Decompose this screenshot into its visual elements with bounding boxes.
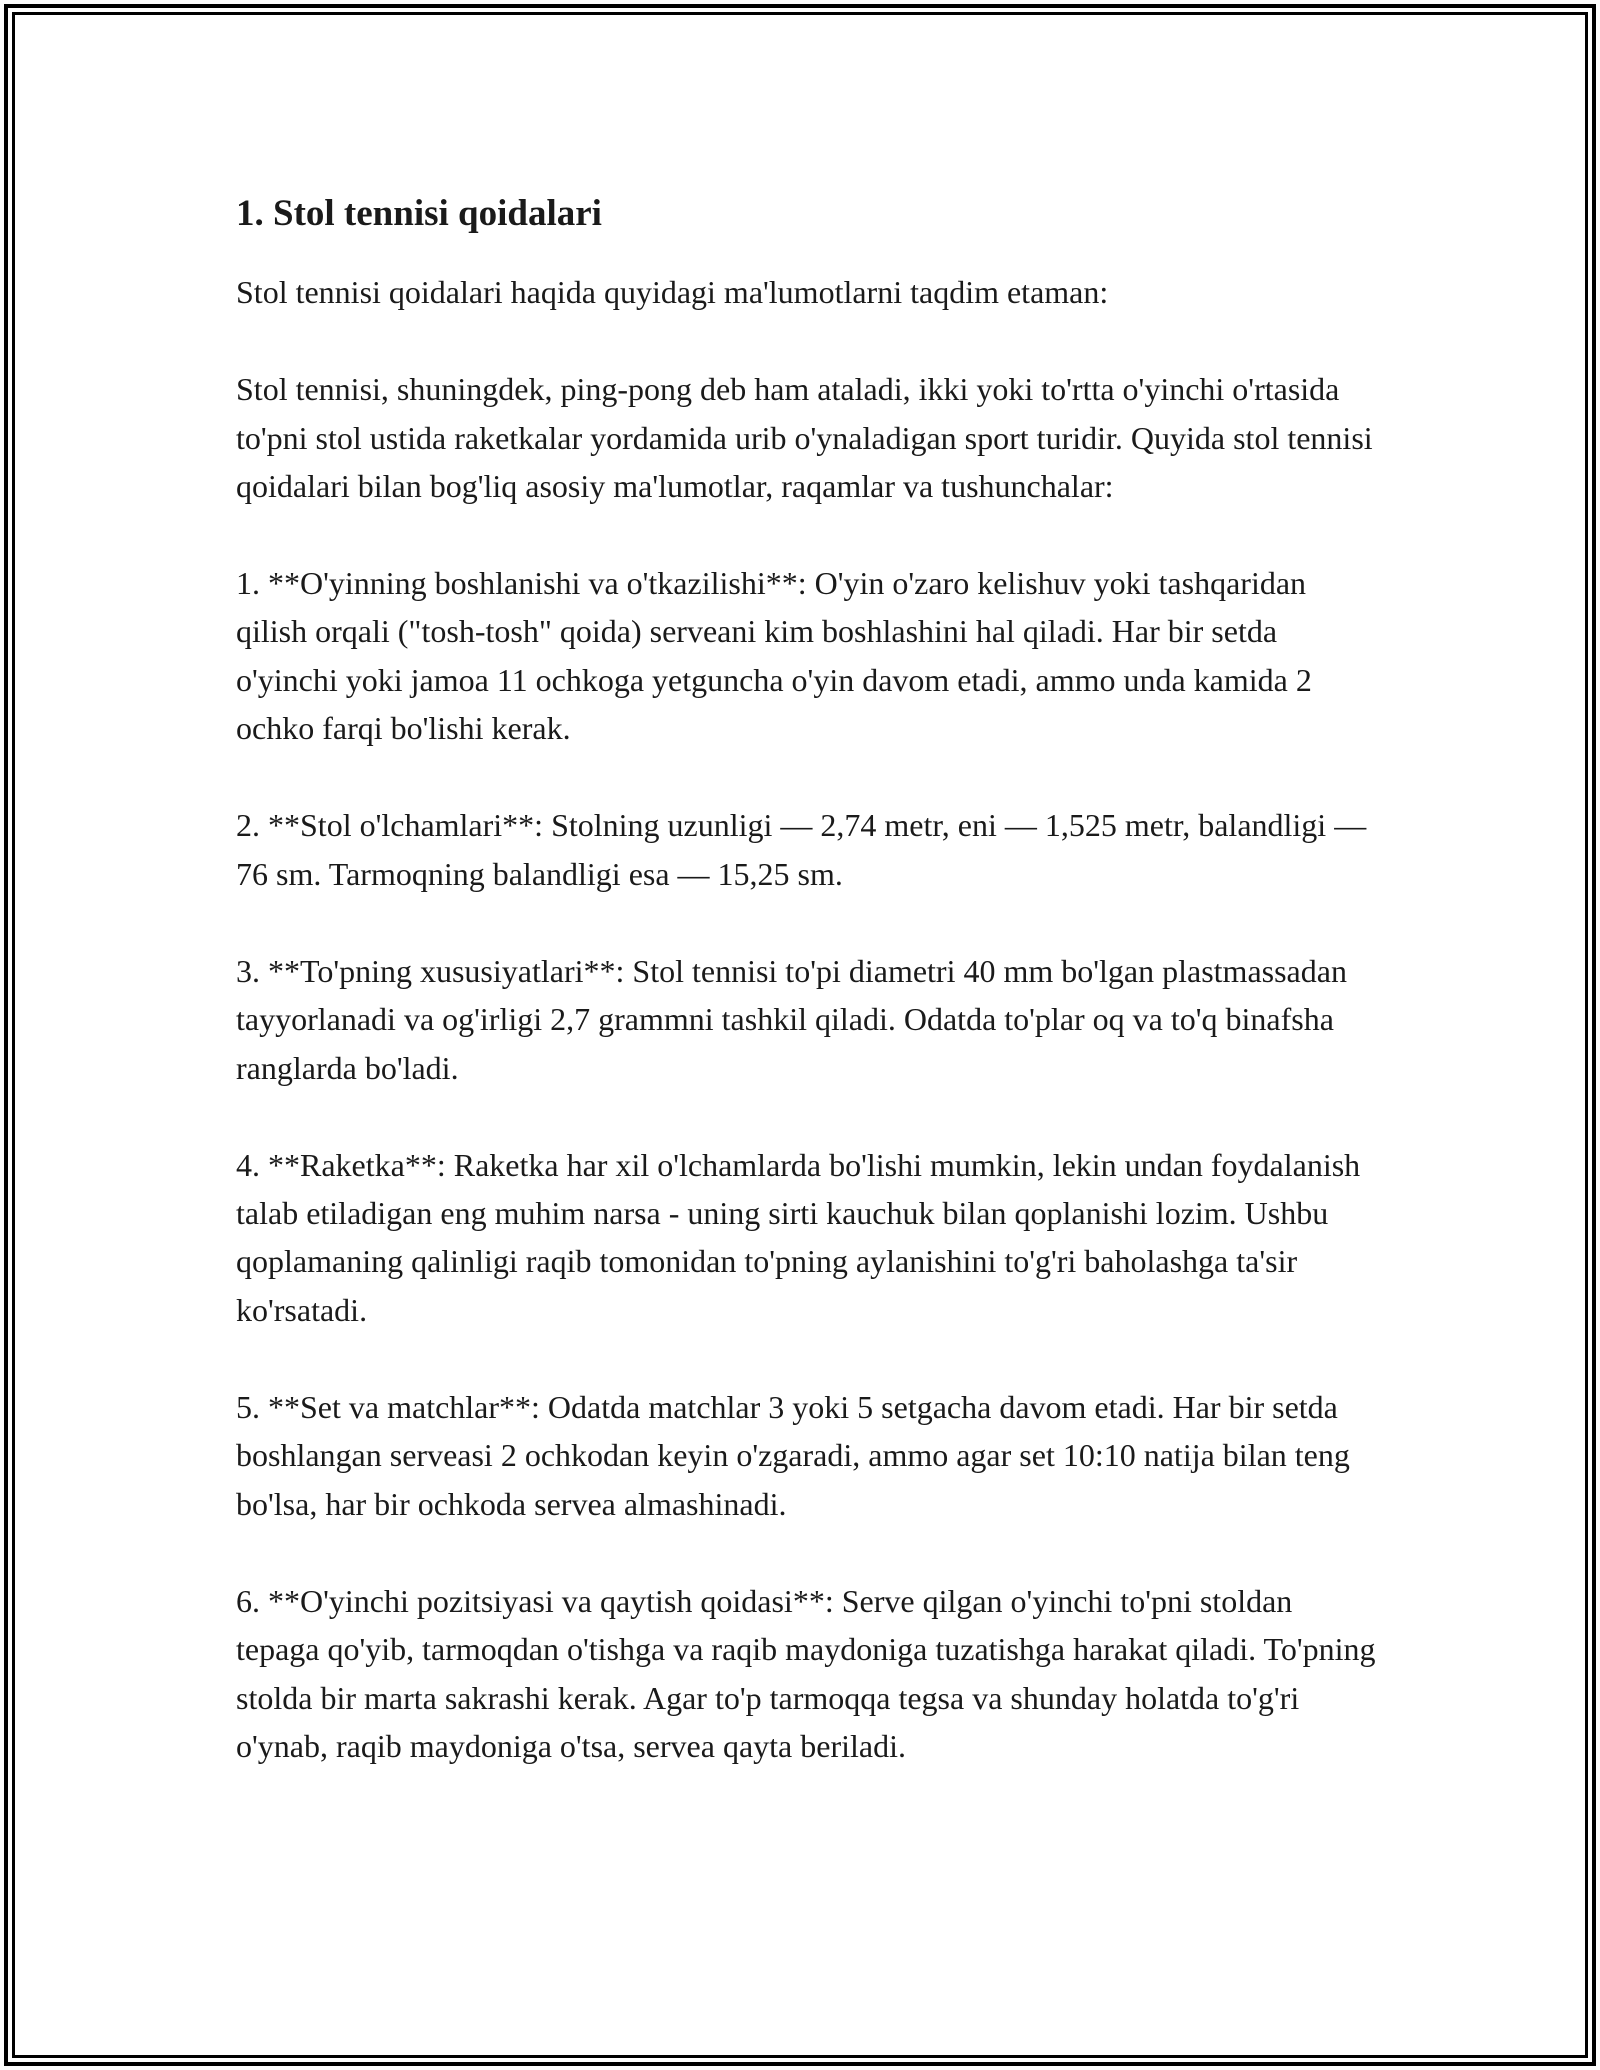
rule-item-5: 5. **Set va matchlar**: Odatda matchlar 3 yoki 5 setgacha davom etadi. Har bir setda boshlangan serveasi 2 ochkodan keyin o'zgaradi, ammo agar set 10:10 natija bilan teng bo'lsa, har bir ochkoda servea almashinadi. <box>236 1389 1350 1522</box>
rule-item-2: 2. **Stol o'lchamlari**: Stolning uzunligi — 2,74 metr, eni — 1,525 metr, balandligi — 76 sm. Tarmoqning balandligi esa — 15,25 sm. <box>236 807 1367 892</box>
overview-paragraph: Stol tennisi, shuningdek, ping-pong deb ham ataladi, ikki yoki to'rtta o'yinchi o'rtasida to'pni stol ustida raketkalar yordamida urib o'ynaladigan sport turidir. Quyida stol tennisi qoidalari bilan bog'liq asosiy ma'lumotlar, raqamlar va tushunchalar: <box>236 371 1373 504</box>
document-heading: 1. Stol tennisi qoidalari <box>236 193 602 234</box>
document-body <box>236 186 1376 1819</box>
rule-item-6: 6. **O'yinchi pozitsiyasi va qaytish qoidasi**: Serve qilgan o'yinchi to'pni stoldan tepaga qo'yib, tarmoqdan o'tishga va raqib maydoniga tuzatishga harakat qiladi. To'pning stolda bir marta sakrashi kerak. Agar to'p tarmoqqa tegsa va shunday holatda to'g'ri o'ynab, raqib maydoniga o'tsa, servea qayta beriladi. <box>236 1582 1376 1764</box>
intro-paragraph: Stol tennisi qoidalari haqida quyidagi ma'lumotlarni taqdim etaman: <box>236 274 1109 310</box>
rule-item-4: 4. **Raketka**: Raketka har xil o'lchamlarda bo'lishi mumkin, lekin undan foydalanish talab etiladigan eng muhim narsa - uning sirti kauchuk bilan qoplanishi lozim. Ushbu qoplamaning qalinligi raqib tomonidan to'pning aylanishini to'g'ri baholashga ta'sir ko'rsatadi. <box>236 1146 1361 1328</box>
rule-item-3: 3. **To'pning xususiyatlari**: Stol tennisi to'pi diametri 40 mm bo'lgan plastmassadan tayyorlanadi va og'irligi 2,7 grammni tashkil qiladi. Odatda to'plar oq va to'q binafsha ranglarda bo'ladi. <box>236 952 1347 1086</box>
rule-item-1: 1. **O'yinning boshlanishi va o'tkazilishi**: O'yin o'zaro kelishuv yoki tashqaridan qilish orqali ("tosh-tosh" qoida) serveani kim boshlashini hal qiladi. Har bir setda o'yinchi yoki jamoa 11 ochkoga yetguncha o'yin davom etadi, ammo unda kamida 2 ochko farqi bo'lishi kerak. <box>236 565 1312 747</box>
